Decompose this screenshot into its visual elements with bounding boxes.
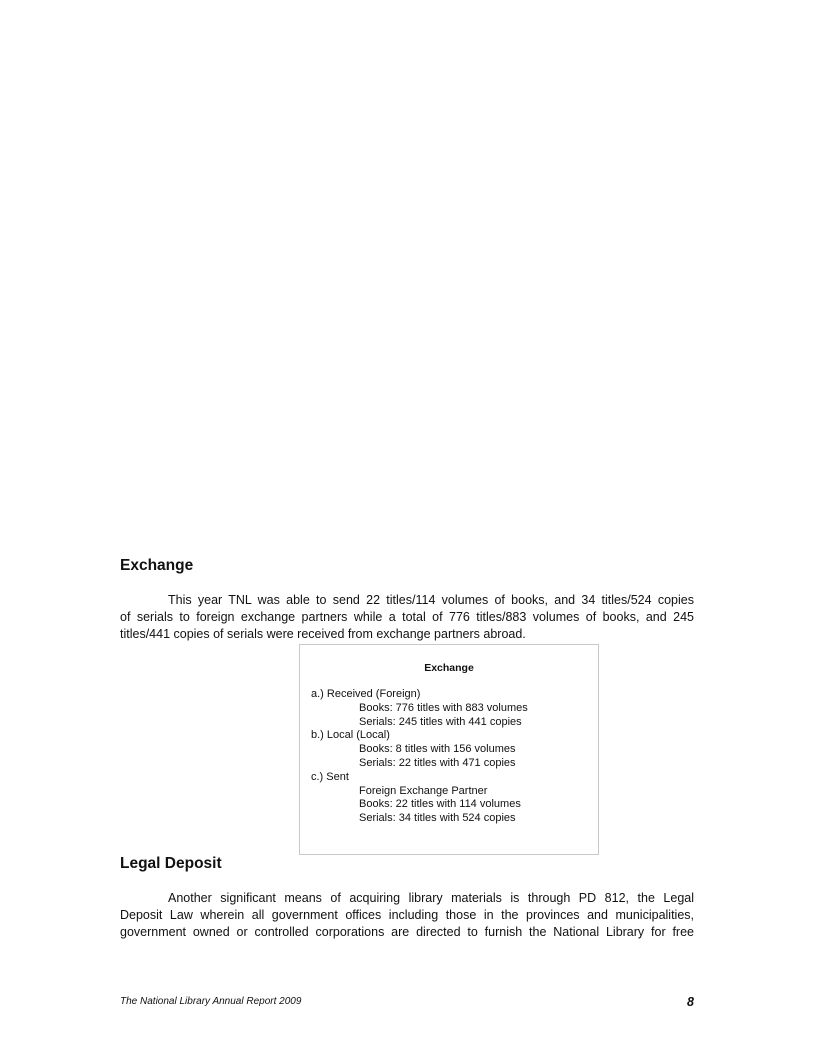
paragraph-line: This year TNL was able to send 22 titles/114 volumes of books, and 34 titles/524 copies bbox=[168, 593, 694, 607]
list-item: Books: 8 titles with 156 volumes bbox=[359, 743, 516, 756]
exchange-box-title: Exchange bbox=[424, 662, 474, 674]
exchange-paragraph bbox=[120, 592, 694, 643]
legal-deposit-heading: Legal Deposit bbox=[120, 855, 222, 872]
paragraph-line: titles/441 copies of serials were received from exchange partners abroad. bbox=[120, 627, 526, 641]
list-item: Serials: 22 titles with 471 copies bbox=[359, 756, 516, 769]
exchange-list bbox=[311, 688, 528, 826]
paragraph-line: Another significant means of acquiring library materials is through PD 812, the Legal bbox=[168, 891, 694, 905]
list-item: a.) Received (Foreign) bbox=[311, 688, 421, 700]
exchange-summary-box bbox=[299, 644, 599, 855]
list-item: c.) Sent bbox=[311, 770, 349, 783]
list-item: Books: 776 titles with 883 volumes bbox=[359, 701, 528, 714]
exchange-heading: Exchange bbox=[120, 557, 194, 574]
paragraph-line: government owned or controlled corporations are directed to furnish the National Library for free bbox=[120, 925, 694, 939]
paragraph-line: of serials to foreign exchange partners while a total of 776 titles/883 volumes of books, and 245 bbox=[120, 610, 694, 624]
list-item: Books: 22 titles with 114 volumes bbox=[359, 798, 521, 811]
legal-deposit-paragraph bbox=[120, 890, 694, 941]
list-item: Serials: 245 titles with 441 copies bbox=[359, 715, 522, 728]
list-item: Serials: 34 titles with 524 copies bbox=[359, 812, 516, 825]
paragraph-line: Deposit Law wherein all government offices including those in the provinces and municipalities, bbox=[120, 908, 694, 922]
page-number: 8 bbox=[687, 995, 694, 1009]
list-item: b.) Local (Local) bbox=[311, 729, 390, 742]
list-item: Foreign Exchange Partner bbox=[359, 784, 488, 797]
footer-report-title: The National Library Annual Report 2009 bbox=[120, 996, 302, 1007]
